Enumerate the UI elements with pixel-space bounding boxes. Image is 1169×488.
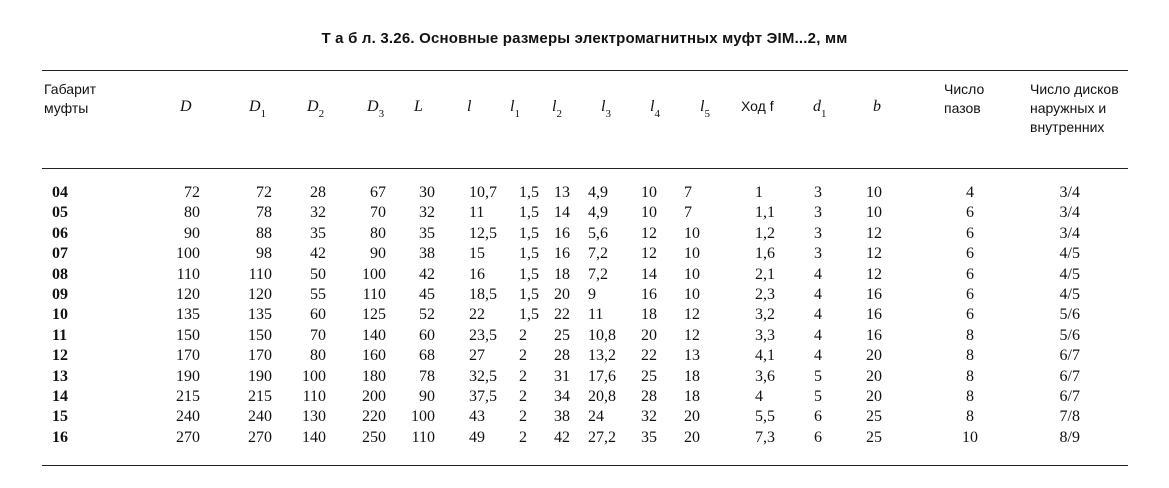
cell-slots: 10	[962, 428, 978, 446]
cell-d3: 250	[362, 428, 386, 446]
table-row	[0, 203, 1169, 223]
cell-l4: 25	[641, 367, 657, 385]
cell-l5: 7	[684, 204, 692, 222]
cell-d1: 6	[814, 408, 822, 426]
cell-discs: 5/6	[1059, 306, 1080, 324]
cell-l3: 11	[588, 306, 604, 324]
cell-d2: 100	[302, 367, 326, 385]
cell-l2: 38	[554, 408, 570, 426]
cell-l3: 10,8	[588, 326, 616, 344]
cell-l: 43	[469, 408, 485, 426]
cell-size: 06	[52, 224, 68, 242]
cell-d1: 240	[248, 408, 272, 426]
cell-size: 16	[52, 428, 68, 446]
cell-l: 10,7	[469, 184, 497, 201]
header-b: b	[873, 98, 881, 115]
cell-discs: 3/4	[1059, 204, 1080, 222]
cell-l: 60	[419, 326, 435, 344]
cell-l1: 1,5	[519, 306, 539, 324]
cell-slots: 6	[966, 306, 974, 324]
cell-d3: 100	[362, 265, 386, 283]
cell-d3: 110	[362, 286, 386, 303]
cell-d: 240	[176, 408, 200, 426]
cell-l2: 16	[554, 224, 570, 242]
cell-l1: 1,5	[519, 245, 539, 263]
cell-slots: 8	[966, 367, 974, 385]
cell-slots: 6	[966, 265, 974, 283]
cell-size: 10	[52, 306, 68, 324]
cell-d1: 150	[248, 326, 272, 344]
cell-l: 12,5	[469, 224, 497, 242]
cell-d1: 120	[248, 286, 272, 303]
cell-l4: 10	[641, 184, 657, 201]
cell-l1: 2	[519, 408, 527, 426]
cell-d2: 110	[302, 388, 326, 405]
cell-slots: 8	[966, 388, 974, 405]
cell-l5: 10	[684, 224, 700, 242]
cell-slots: 8	[966, 326, 974, 344]
table-row	[0, 428, 1169, 448]
cell-b: 20	[866, 347, 882, 365]
cell-l2: 16	[554, 245, 570, 263]
cell-size: 04	[52, 184, 68, 201]
cell-slots: 6	[966, 245, 974, 263]
cell-l: 35	[419, 224, 435, 242]
cell-size: 15	[52, 408, 68, 426]
cell-b: 20	[866, 367, 882, 385]
cell-discs: 6/7	[1059, 388, 1080, 405]
cell-stroke: 4	[755, 388, 763, 405]
cell-l2: 13	[554, 184, 570, 201]
header-discs: Число дисков наружных и внутренних	[1030, 81, 1119, 135]
cell-l3: 13,2	[588, 347, 616, 365]
cell-l4: 22	[641, 347, 657, 365]
cell-l: 22	[469, 306, 485, 324]
cell-d1: 270	[248, 428, 272, 446]
cell-d1: 4	[814, 347, 822, 365]
cell-l: 30	[419, 184, 435, 201]
cell-d3: 70	[370, 204, 386, 222]
cell-size: 07	[52, 245, 68, 263]
cell-d: 135	[176, 306, 200, 324]
cell-l2: 18	[554, 265, 570, 283]
cell-discs: 3/4	[1059, 184, 1080, 201]
table-caption: Т а б л. 3.26. Основные размеры электромагнитных муфт ЭIМ...2, мм	[321, 30, 848, 47]
cell-slots: 8	[966, 408, 974, 426]
cell-l1: 2	[519, 347, 527, 365]
cell-stroke: 1	[755, 184, 763, 201]
cell-stroke: 2,1	[755, 265, 775, 283]
cell-l: 100	[411, 408, 435, 426]
cell-d1: 5	[814, 367, 822, 385]
cell-stroke: 3,6	[755, 367, 775, 385]
cell-l3: 27,2	[588, 428, 616, 446]
cell-l1: 1,5	[519, 224, 539, 242]
table-row	[0, 244, 1169, 264]
cell-d: 120	[176, 286, 200, 303]
cell-d2: 35	[310, 224, 326, 242]
cell-l: 52	[419, 306, 435, 324]
cell-b: 16	[866, 326, 882, 344]
header-l1: $l_1$	[510, 98, 520, 121]
cell-l5: 13	[684, 347, 700, 365]
cell-d: 110	[176, 265, 200, 283]
cell-stroke: 1,2	[755, 224, 775, 242]
cell-stroke: 4,1	[755, 347, 775, 365]
cell-l4: 35	[641, 428, 657, 446]
cell-d2: 42	[310, 245, 326, 263]
cell-size: 09	[52, 286, 68, 303]
cell-d2: 80	[310, 347, 326, 365]
cell-l5: 20	[684, 408, 700, 426]
cell-l: 32	[419, 204, 435, 222]
cell-b: 10	[866, 204, 882, 222]
cell-slots: 4	[966, 184, 974, 201]
header-slots: Число пазов	[944, 81, 985, 116]
cell-d1: 78	[256, 204, 272, 222]
cell-stroke: 3,3	[755, 326, 775, 344]
cell-d: 270	[176, 428, 200, 446]
cell-l2: 14	[554, 204, 570, 222]
cell-d: 215	[176, 388, 200, 405]
cell-stroke: 5,5	[755, 408, 775, 426]
cell-discs: 6/7	[1059, 347, 1080, 365]
cell-b: 25	[866, 408, 882, 426]
cell-l1: 2	[519, 326, 527, 344]
cell-l5: 10	[684, 265, 700, 283]
cell-l: 32,5	[469, 367, 497, 385]
cell-stroke: 2,3	[755, 286, 775, 303]
cell-l3: 17,6	[588, 367, 616, 385]
cell-l: 78	[419, 367, 435, 385]
table-row	[0, 305, 1169, 325]
cell-l: 16	[469, 265, 485, 283]
cell-l: 110	[411, 428, 435, 446]
cell-l1: 2	[519, 388, 527, 405]
table-bottom-rule	[42, 465, 1128, 466]
table-header-rule	[42, 168, 1128, 169]
cell-l2: 28	[554, 347, 570, 365]
cell-d1: 5	[814, 388, 822, 405]
cell-d: 100	[176, 245, 200, 263]
header-l4: $l_4$	[650, 98, 660, 121]
cell-l4: 12	[641, 224, 657, 242]
cell-l2: 31	[554, 367, 570, 385]
table-row	[0, 326, 1169, 346]
cell-d1: 215	[248, 388, 272, 405]
cell-d1: 88	[256, 224, 272, 242]
cell-d1: 190	[248, 367, 272, 385]
cell-l4: 12	[641, 245, 657, 263]
cell-l5: 10	[684, 286, 700, 303]
cell-slots: 6	[966, 204, 974, 222]
header-l3: $l_3$	[601, 98, 611, 121]
cell-discs: 4/5	[1059, 245, 1080, 263]
cell-l2: 25	[554, 326, 570, 344]
cell-l3: 20,8	[588, 388, 616, 405]
cell-l3: 7,2	[588, 245, 608, 263]
cell-d1: 4	[814, 286, 822, 303]
cell-d2: 28	[310, 184, 326, 201]
cell-d3: 90	[370, 245, 386, 263]
cell-d2: 32	[310, 204, 326, 222]
cell-d1: 4	[814, 306, 822, 324]
cell-l5: 12	[684, 306, 700, 324]
cell-b: 16	[866, 306, 882, 324]
table-top-rule	[42, 70, 1128, 71]
cell-l2: 20	[554, 286, 570, 303]
cell-d1: 98	[256, 245, 272, 263]
header-l5: $l_5$	[700, 98, 710, 121]
cell-l3: 4,9	[588, 204, 608, 222]
cell-l: 90	[419, 388, 435, 405]
cell-d1: 4	[814, 326, 822, 344]
cell-d: 90	[184, 224, 200, 242]
header-D2: $D_2$	[307, 98, 325, 121]
cell-l3: 7,2	[588, 265, 608, 283]
header-D1: $D_1$	[249, 98, 267, 121]
cell-l4: 16	[641, 286, 657, 303]
cell-d: 80	[184, 204, 200, 222]
cell-d: 150	[176, 326, 200, 344]
table-row	[0, 346, 1169, 366]
cell-l1: 1,5	[519, 286, 539, 303]
cell-d: 190	[176, 367, 200, 385]
cell-l4: 20	[641, 326, 657, 344]
cell-l2: 34	[554, 388, 570, 405]
cell-l4: 14	[641, 265, 657, 283]
cell-l1: 2	[519, 367, 527, 385]
cell-stroke: 1,1	[755, 204, 775, 222]
cell-size: 12	[52, 347, 68, 365]
cell-d1: 170	[248, 347, 272, 365]
table-row	[0, 224, 1169, 244]
cell-slots: 6	[966, 286, 974, 303]
cell-b: 12	[866, 245, 882, 263]
cell-l1: 1,5	[519, 204, 539, 222]
cell-d2: 60	[310, 306, 326, 324]
header-D: D	[180, 98, 192, 115]
cell-slots: 6	[966, 224, 974, 242]
header-l: l	[467, 98, 472, 115]
header-d1: $d_1$	[813, 98, 827, 121]
cell-l1: 1,5	[519, 265, 539, 283]
cell-l5: 12	[684, 326, 700, 344]
cell-d1: 6	[814, 428, 822, 446]
cell-d2: 140	[302, 428, 326, 446]
cell-size: 14	[52, 388, 68, 405]
cell-l2: 42	[554, 428, 570, 446]
cell-b: 20	[866, 388, 882, 405]
cell-b: 12	[866, 224, 882, 242]
cell-b: 25	[866, 428, 882, 446]
cell-d1: 110	[248, 265, 272, 283]
cell-discs: 6/7	[1059, 367, 1080, 385]
cell-d3: 180	[362, 367, 386, 385]
cell-l4: 28	[641, 388, 657, 405]
cell-l: 18,5	[469, 286, 497, 303]
cell-d3: 67	[370, 184, 386, 201]
table-row	[0, 407, 1169, 427]
cell-l4: 32	[641, 408, 657, 426]
cell-d1: 3	[814, 184, 822, 201]
cell-l5: 18	[684, 367, 700, 385]
cell-discs: 5/6	[1059, 326, 1080, 344]
cell-l: 37,5	[469, 388, 497, 405]
cell-l4: 10	[641, 204, 657, 222]
cell-l1: 1,5	[519, 184, 539, 201]
cell-l3: 9	[588, 286, 596, 303]
cell-discs: 8/9	[1059, 428, 1080, 446]
cell-d: 72	[184, 184, 200, 201]
cell-discs: 7/8	[1059, 408, 1080, 426]
cell-b: 16	[866, 286, 882, 303]
cell-size: 08	[52, 265, 68, 283]
cell-discs: 4/5	[1059, 286, 1080, 303]
cell-d3: 220	[362, 408, 386, 426]
cell-d1: 3	[814, 245, 822, 263]
cell-d1: 135	[248, 306, 272, 324]
cell-size: 05	[52, 204, 68, 222]
cell-l5: 18	[684, 388, 700, 405]
cell-d3: 80	[370, 224, 386, 242]
cell-b: 12	[866, 265, 882, 283]
cell-d3: 140	[362, 326, 386, 344]
cell-l: 11	[469, 204, 485, 222]
cell-d1: 3	[814, 224, 822, 242]
cell-d2: 55	[310, 286, 326, 303]
cell-l: 15	[469, 245, 485, 263]
header-size: Габарит муфты	[44, 81, 97, 116]
cell-l5: 10	[684, 245, 700, 263]
header-L: L	[414, 98, 423, 115]
cell-stroke: 3,2	[755, 306, 775, 324]
cell-d3: 200	[362, 388, 386, 405]
cell-l: 38	[419, 245, 435, 263]
cell-l3: 5,6	[588, 224, 608, 242]
table-row	[0, 183, 1169, 203]
cell-d1: 4	[814, 265, 822, 283]
cell-l2: 22	[554, 306, 570, 324]
cell-l: 68	[419, 347, 435, 365]
cell-l3: 4,9	[588, 184, 608, 201]
cell-d1: 72	[256, 184, 272, 201]
cell-l4: 18	[641, 306, 657, 324]
table-row	[0, 265, 1169, 285]
cell-d3: 160	[362, 347, 386, 365]
cell-stroke: 7,3	[755, 428, 775, 446]
table-row	[0, 285, 1169, 305]
cell-b: 10	[866, 184, 882, 201]
cell-l: 49	[469, 428, 485, 446]
cell-size: 11	[52, 326, 68, 344]
cell-discs: 4/5	[1059, 265, 1080, 283]
cell-l5: 20	[684, 428, 700, 446]
header-D3: $D_3$	[367, 98, 385, 121]
cell-stroke: 1,6	[755, 245, 775, 263]
cell-discs: 3/4	[1059, 224, 1080, 242]
cell-l: 45	[419, 286, 435, 303]
cell-size: 13	[52, 367, 68, 385]
cell-l3: 24	[588, 408, 604, 426]
cell-slots: 8	[966, 347, 974, 365]
cell-d2: 130	[302, 408, 326, 426]
cell-d: 170	[176, 347, 200, 365]
table-row	[0, 367, 1169, 387]
cell-d1: 3	[814, 204, 822, 222]
cell-l1: 2	[519, 428, 527, 446]
table-row	[0, 387, 1169, 407]
cell-l: 42	[419, 265, 435, 283]
header-l2: $l_2$	[552, 98, 562, 121]
cell-d3: 125	[362, 306, 386, 324]
cell-d2: 50	[310, 265, 326, 283]
cell-l: 27	[469, 347, 485, 365]
cell-l5: 7	[684, 184, 692, 201]
cell-l: 23,5	[469, 326, 497, 344]
cell-d2: 70	[310, 326, 326, 344]
header-stroke: Ход f	[741, 98, 774, 114]
